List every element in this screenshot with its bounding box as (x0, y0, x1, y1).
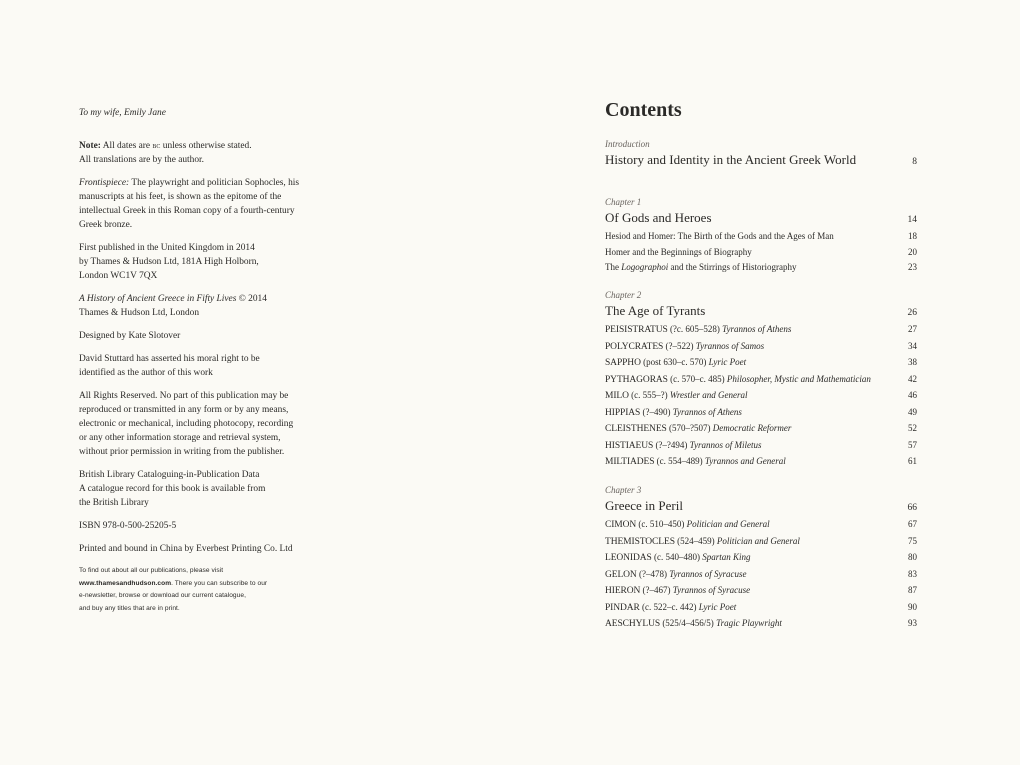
toc-entry[interactable] (605, 454, 917, 471)
person-role: Tyrannos of Samos (695, 340, 765, 351)
note-line-2: All translations are by the author. (79, 155, 204, 165)
toc-entry[interactable] (605, 600, 917, 617)
entry-title (605, 600, 736, 617)
person-name: CLEISTHENES (605, 424, 667, 434)
person-name: CIMON (605, 520, 637, 530)
page-number: 75 (908, 535, 917, 546)
page-number: 26 (907, 308, 917, 318)
promo-2: www.thamesandhudson.com. There you can subscribe to our (79, 579, 268, 587)
person-dates: (c. 555–?) (631, 390, 668, 400)
toc-heading-row[interactable] (605, 209, 917, 229)
page-number: 83 (908, 568, 917, 579)
toc-entry[interactable] (605, 534, 917, 551)
rights-1: All Rights Reserved. No part of this publication may be (79, 391, 289, 401)
person-name: PINDAR (605, 602, 640, 613)
dedication: To my wife, Emily Jane (79, 108, 166, 118)
frontispiece-line-3: intellectual Greek in this Roman copy of a fourth-century (79, 206, 295, 216)
entry-title (605, 421, 791, 438)
page-number: 67 (908, 519, 917, 529)
person-dates: (c. 570–c. 485) (670, 373, 725, 384)
toc-heading-row[interactable] (605, 302, 917, 322)
toc-entry[interactable] (605, 550, 917, 567)
person-dates: (?c. 605–528) (669, 324, 720, 334)
chapter-3-section (605, 484, 917, 633)
rights-3: electronic or mechanical, including photocopy, recording (79, 419, 294, 429)
toc-entry[interactable] (605, 372, 917, 389)
page-number: 42 (908, 373, 917, 384)
entry-title (605, 534, 800, 551)
chapter-title: Greece in Peril (605, 498, 683, 513)
person-name: GELON (605, 569, 637, 580)
entry-title (605, 322, 791, 339)
person-name: PYTHAGORAS (605, 374, 668, 385)
rights-5: without prior permission in writing from the publisher. (79, 447, 285, 457)
printed-by: Printed and bound in China by Everbest Printing Co. Ltd (79, 544, 293, 554)
entry-title (605, 339, 764, 356)
page-number: 38 (908, 357, 917, 367)
person-dates: (?–478) (638, 568, 667, 579)
note-line-1: Note: All dates are bc unless otherwise stated. (79, 141, 252, 151)
designed-by: Designed by Kate Slotover (79, 331, 181, 341)
toc-entry[interactable] (605, 583, 917, 600)
isbn: ISBN 978-0-500-25205-5 (79, 521, 177, 531)
person-name: HIERON (605, 586, 641, 596)
person-name: POLYCRATES (605, 341, 664, 352)
entry-title (605, 517, 770, 534)
promo-1: To find out about all our publications, please visit (79, 567, 224, 574)
cip-2: A catalogue record for this book is available from (79, 484, 266, 494)
person-role: Tyrannos of Miletus (689, 439, 762, 450)
toc-entry[interactable] (605, 517, 917, 534)
page-number: 57 (908, 439, 917, 450)
website-link[interactable]: www.thamesandhudson.com (79, 579, 172, 587)
entry-title (605, 616, 782, 633)
page-number: 66 (907, 503, 917, 513)
toc-entry[interactable] (605, 229, 917, 245)
cip-3: the British Library (79, 498, 149, 508)
section-title: History and Identity in the Ancient Greek World (605, 152, 857, 167)
person-dates: (c. 510–450) (638, 519, 685, 529)
person-name: HISTIAEUS (605, 440, 654, 451)
toc-heading-row[interactable] (605, 151, 917, 171)
person-dates: (?–467) (642, 585, 671, 595)
person-role: Tyrannos of Syracuse (672, 585, 751, 595)
person-dates: (post 630–c. 570) (643, 357, 707, 367)
chapter-3-entries (605, 517, 917, 633)
promo-4: and buy any titles that are in print. (79, 604, 180, 612)
page-number: 49 (908, 406, 917, 417)
page-number: 61 (908, 456, 917, 466)
person-name: PEISISTRATUS (605, 325, 668, 335)
person-dates: (c. 540–480) (653, 552, 700, 562)
entry-title (605, 405, 742, 422)
contents-page (605, 96, 917, 629)
toc-heading-row[interactable] (605, 497, 917, 517)
person-dates: (c. 522–c. 442) (642, 601, 697, 612)
page-number: 20 (908, 246, 917, 257)
page-number: 93 (908, 618, 917, 628)
toc-entry[interactable] (605, 388, 917, 405)
first-published-1: First published in the United Kingdom in 2014 (79, 243, 255, 253)
page-number: 52 (908, 423, 917, 433)
person-name: LEONIDAS (605, 553, 652, 563)
toc-entry[interactable] (605, 405, 917, 422)
chapter-2-entries (605, 322, 917, 471)
person-role: Politician and General (686, 519, 770, 529)
page-number: 23 (908, 262, 917, 272)
entry-title (605, 355, 746, 372)
cip-1: British Library Cataloguing-in-Publication Data (79, 470, 260, 480)
person-role: Lyric Poet (698, 601, 737, 612)
toc-entry[interactable] (605, 260, 917, 276)
rights-4: or any other information storage and retrieval system, (79, 433, 281, 443)
chapter-title: Of Gods and Heroes (605, 210, 712, 225)
page-number: 34 (908, 340, 917, 351)
entry-title (605, 567, 747, 584)
person-role: Spartan King (702, 552, 751, 562)
entry-title (605, 438, 762, 455)
entry-title (605, 583, 750, 600)
page-number: 46 (908, 390, 917, 400)
promo-block (79, 565, 329, 615)
toc-entry[interactable] (605, 438, 917, 455)
person-name: SAPPHO (605, 358, 641, 368)
entry-title (605, 388, 748, 405)
page-number: 87 (908, 585, 917, 595)
page-number: 18 (908, 231, 917, 241)
toc-entry[interactable] (605, 339, 917, 356)
intro-section (605, 138, 917, 171)
page-number: 80 (908, 552, 917, 562)
person-name: MILO (605, 391, 629, 401)
frontispiece-line-1: Frontispiece: The playwright and politician Sophocles, his (79, 178, 300, 188)
toc-entry[interactable] (605, 567, 917, 584)
person-dates: (?–490) (642, 406, 671, 417)
person-role: Tyrannos of Athens (722, 324, 792, 334)
section-label: Introduction (605, 139, 650, 149)
person-role: Tyrannos of Syracuse (669, 568, 747, 579)
person-dates: (c. 554–489) (656, 456, 703, 466)
person-role: Tragic Playwright (716, 618, 782, 628)
person-dates: (?–522) (665, 340, 694, 351)
entry-title: Homer and the Beginnings of Biography (605, 246, 752, 257)
chapter-label: Chapter 2 (605, 290, 642, 300)
frontispiece-line-2: manuscripts at his feet, is shown as the epitome of the (79, 192, 282, 202)
entry-title (605, 372, 871, 389)
colophon-page (79, 106, 329, 615)
first-published-2: by Thames & Hudson Ltd, 181A High Holborn, (79, 257, 259, 267)
entry-title: The Logographoi and the Stirrings of Historiography (605, 262, 797, 272)
page-number: 14 (907, 215, 917, 225)
toc-entry[interactable] (605, 245, 917, 261)
chapter-title: The Age of Tyrants (605, 303, 706, 318)
person-dates: (525/4–456/5) (662, 618, 714, 628)
person-role: Tyrannos and General (704, 456, 786, 466)
toc-entry[interactable] (605, 355, 917, 372)
promo-3: e-newsletter, browse or download our current catalogue, (79, 592, 246, 600)
person-role: Wrestler and General (669, 390, 748, 400)
person-name: THEMISTOCLES (605, 536, 675, 547)
person-dates: (524–459) (677, 535, 715, 546)
toc-entry[interactable] (605, 616, 917, 633)
person-role: Tyrannos of Athens (672, 406, 742, 417)
chapter-label: Chapter 1 (605, 197, 642, 207)
copyright-line-1: A History of Ancient Greece in Fifty Lives © 2014 (79, 294, 267, 304)
entry-title (605, 550, 750, 567)
frontispiece-line-4: Greek bronze. (79, 220, 133, 230)
note-label: Note: (79, 141, 101, 151)
copyright-line-2: Thames & Hudson Ltd, London (79, 308, 200, 318)
person-name: MILTIADES (605, 457, 655, 467)
entry-title (605, 454, 786, 471)
person-role: Philosopher, Mystic and Mathematician (726, 373, 871, 384)
entry-title: Hesiod and Homer: The Birth of the Gods and the Ages of Man (605, 231, 834, 241)
toc-entry[interactable] (605, 421, 917, 438)
page-number: 90 (908, 601, 917, 612)
person-role: Democratic Reformer (712, 423, 792, 433)
chapter-label: Chapter 3 (605, 485, 642, 495)
page-number: 8 (912, 157, 917, 167)
page-number: 27 (908, 324, 917, 334)
person-dates: (570–?507) (668, 423, 711, 433)
moral-right-2: identified as the author of this work (79, 368, 213, 378)
chapter-2-section (605, 289, 917, 471)
first-published-3: London WC1V 7QX (79, 271, 158, 281)
person-dates: (?–?494) (655, 439, 688, 450)
moral-right-1: David Stuttard has asserted his moral right to be (79, 354, 260, 364)
rights-2: reproduced or transmitted in any form or by any means, (79, 405, 289, 415)
person-role: Lyric Poet (708, 357, 747, 367)
contents-title: Contents (605, 99, 682, 121)
person-name: HIPPIAS (605, 407, 641, 418)
chapter-1-section (605, 196, 917, 276)
person-name: AESCHYLUS (605, 619, 661, 629)
toc-entry[interactable] (605, 322, 917, 339)
person-role: Politician and General (716, 535, 800, 546)
book-title: A History of Ancient Greece in Fifty Lives (79, 294, 237, 304)
